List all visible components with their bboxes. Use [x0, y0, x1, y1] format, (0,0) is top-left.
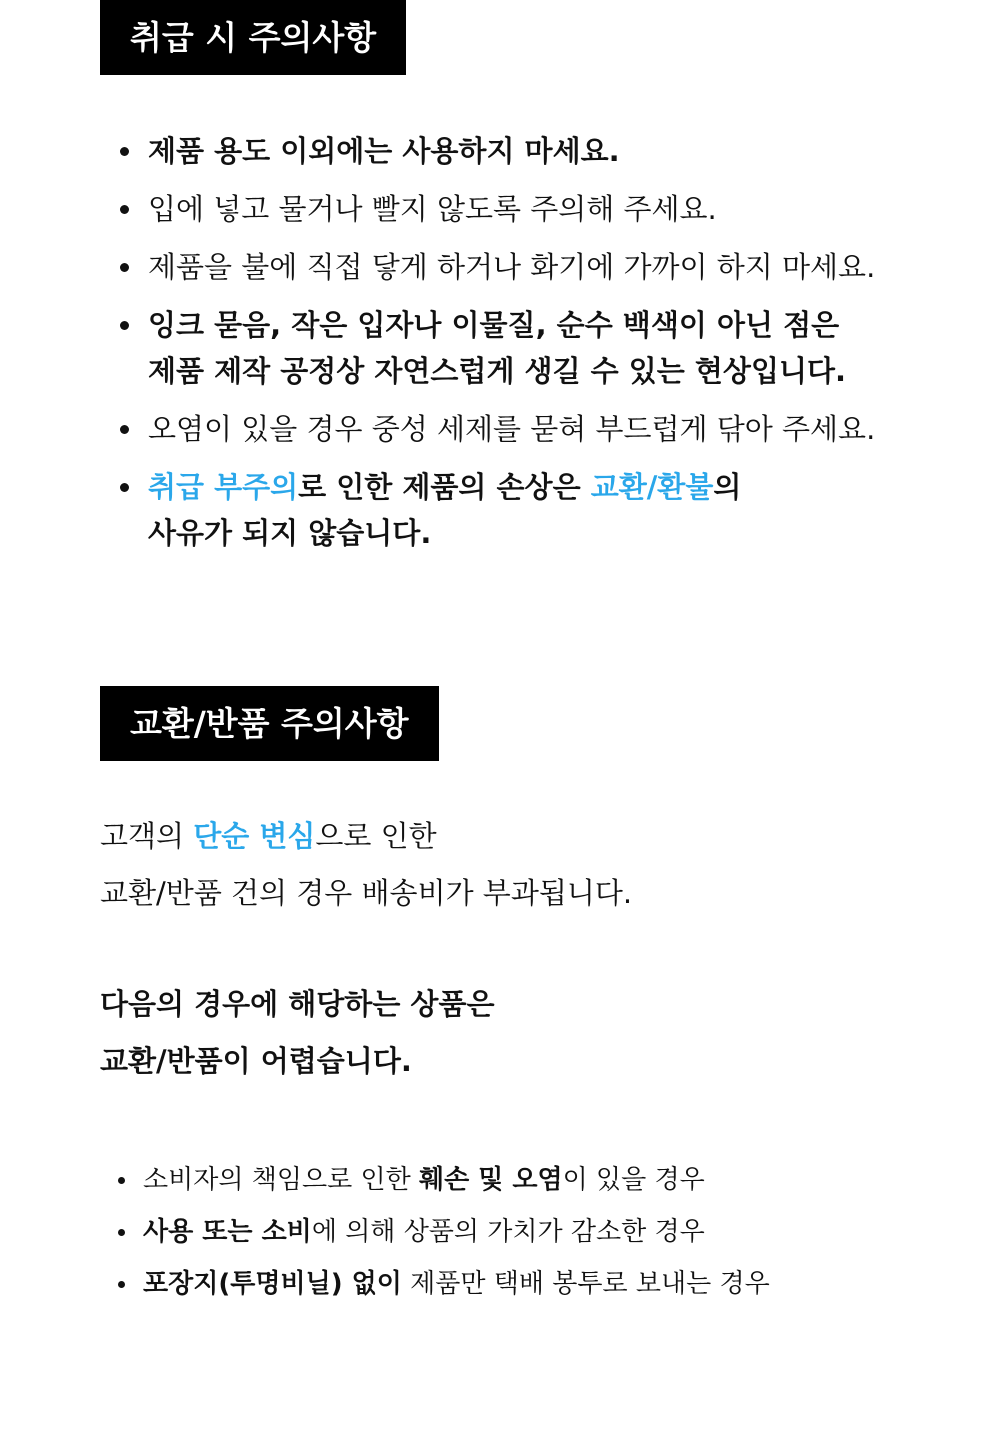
warning-line: 교환/반품이 어렵습니다. — [100, 1044, 412, 1078]
list-item — [100, 1264, 900, 1304]
handling-caution-heading: 취급 시 주의사항 — [100, 0, 406, 75]
list-item — [100, 1212, 900, 1252]
list-item-bold: 사용 또는 소비 — [143, 1217, 312, 1247]
highlight-text: 교환/환불 — [590, 470, 714, 504]
exchange-warning — [100, 976, 494, 1090]
list-item-text: 에 의해 상품의 가치가 감소한 경우 — [311, 1217, 705, 1247]
list-item: 입에 넣고 물거나 빨지 않도록 주의해 주세요. — [100, 186, 900, 232]
intro-text: 으로 인한 — [315, 819, 437, 853]
list-item: 오염이 있을 경우 중성 세제를 묻혀 부드럽게 닦아 주세요. — [100, 406, 900, 452]
list-item-text: 로 인한 제품의 손상은 — [298, 470, 591, 504]
list-item: 제품 용도 이외에는 사용하지 마세요. — [100, 128, 900, 174]
list-item — [100, 1160, 900, 1200]
list-item: 제품을 불에 직접 닿게 하거나 화기에 가까이 하지 마세요. — [100, 244, 900, 290]
highlight-text: 취급 부주의 — [148, 470, 299, 504]
list-item-text: 제품만 택배 봉투로 보내는 경우 — [401, 1269, 770, 1299]
exchange-caution-heading: 교환/반품 주의사항 — [100, 686, 439, 761]
list-item-text: 소비자의 책임으로 인한 — [143, 1165, 419, 1195]
handling-caution-list — [100, 128, 900, 568]
highlight-text: 단순 변심 — [193, 819, 316, 853]
list-item — [100, 464, 900, 556]
list-item — [100, 302, 900, 394]
list-item-text: 이 있을 경우 — [562, 1165, 705, 1195]
list-item-text: 의 — [713, 470, 742, 504]
list-item-bold: 포장지(투명비닐) 없이 — [143, 1269, 402, 1299]
intro-text: 고객의 — [100, 819, 194, 853]
intro-line: 교환/반품 건의 경우 배송비가 부과됩니다. — [100, 876, 633, 910]
exchange-caution-list — [100, 1160, 900, 1316]
warning-line: 다음의 경우에 해당하는 상품은 — [100, 987, 495, 1021]
list-item-line: 잉크 묻음, 작은 입자나 이물질, 순수 백색이 아닌 점은 — [148, 308, 840, 342]
list-item-line: 제품 제작 공정상 자연스럽게 생길 수 있는 현상입니다. — [148, 354, 846, 388]
exchange-intro — [100, 808, 632, 922]
list-item-bold: 훼손 및 오염 — [418, 1165, 563, 1195]
list-item-line: 사유가 되지 않습니다. — [148, 516, 432, 550]
